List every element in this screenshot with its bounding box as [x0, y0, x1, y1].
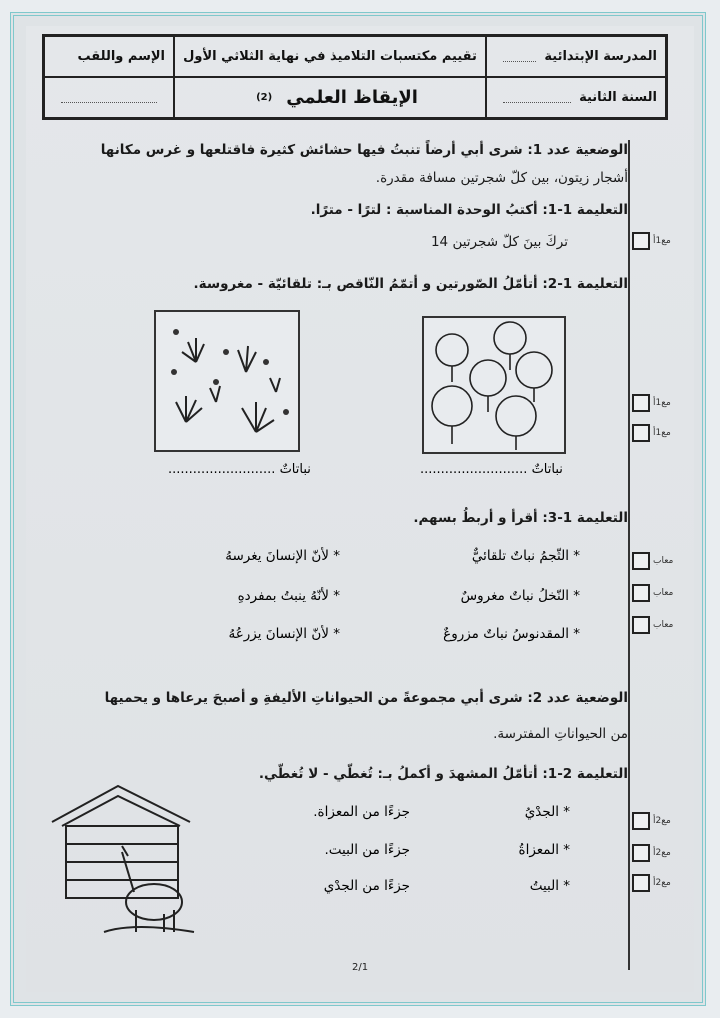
mark-6: معاب: [632, 616, 673, 634]
left-item-1: * الثّجمُ نباتٌ تلقائيٌّ: [471, 548, 580, 564]
mark-2: مع1أ: [632, 394, 671, 412]
task-1-3: التعليمة 1-3: أقرأ و أربطُ بسهم.: [413, 510, 628, 526]
name-label: الإسم واللقب: [77, 49, 165, 64]
task-1-1: التعليمة 1-1: أكتبُ الوحدة المناسبة : لترًا - مترًا.: [310, 202, 628, 218]
margin-line: [628, 140, 630, 970]
mark-checkbox[interactable]: [632, 394, 650, 412]
trees-picture: [422, 316, 566, 454]
task-1-1-answer: تركَ بينَ كلّ شجرتين 14: [430, 234, 568, 250]
grass-picture: [154, 310, 300, 452]
right-item-3: * لأنّ الإنسانَ يزرعُهُ: [228, 626, 340, 642]
subject-number: (2): [256, 92, 273, 103]
mark-9: مع2أ: [632, 874, 671, 892]
situation2-intro2: من الحيواناتِ المفترسة.: [493, 726, 628, 742]
goat-house-picture: [44, 782, 204, 942]
s2-item-2-b: جزءًا من البيت.: [324, 842, 410, 858]
left-item-3: * المقدنوسُ نباتٌ مزروعٌ: [443, 626, 580, 642]
mark-checkbox[interactable]: [632, 844, 650, 862]
subject-title: الإيقاظ العلمي: [286, 87, 418, 108]
left-item-2: * النّخلُ نباتٌ مغروسٌ: [460, 588, 580, 604]
mark-checkbox[interactable]: [632, 424, 650, 442]
exam-header: [42, 34, 668, 120]
mark-checkbox[interactable]: [632, 552, 650, 570]
task-2-1: التعليمة 2-1: أتأمّلُ المشهدَ و أكملُ بـ: تُغطّي - لا تُغطّي.: [258, 766, 628, 782]
page-number: 2/1: [352, 962, 369, 973]
right-item-2: * لأنّهُ ينبتُ بمفردهِ: [237, 588, 340, 604]
task-1-2: التعليمة 1-2: أتأمّلُ الصّورتين و أتمّمُ النّاقص بـ: تلقائيّة - مغروسة.: [193, 276, 628, 292]
mark-7: مع2أ: [632, 812, 671, 830]
mark-checkbox[interactable]: [632, 616, 650, 634]
mark-checkbox[interactable]: [632, 874, 650, 892]
header-school-cell: [485, 37, 665, 117]
mark-4: معاب: [632, 552, 673, 570]
mark-1: مع1أ: [632, 232, 671, 250]
exam-title: تقييم مكتسبات التلاميذ في نهاية الثلاثي الأول: [183, 49, 477, 64]
mark-checkbox[interactable]: [632, 812, 650, 830]
s2-item-2-a: * المعزاةُ: [518, 842, 570, 858]
header-name-cell: [45, 37, 173, 117]
mark-8: مع2أ: [632, 844, 671, 862]
s2-item-3-b: جزءًا من الجدْي: [323, 878, 410, 894]
plants-label-left: نباتاتٌ ..........................: [168, 462, 311, 477]
mark-checkbox[interactable]: [632, 232, 650, 250]
mark-3: مع1أ: [632, 424, 671, 442]
s2-item-3-a: * البيتُ: [529, 878, 570, 894]
header-title-cell: [173, 37, 485, 117]
trees-drawing: [432, 322, 552, 450]
right-item-1: * لأنّ الإنسانَ يغرسهُ: [225, 548, 340, 564]
mark-checkbox[interactable]: [632, 584, 650, 602]
situation2-intro: الوضعية عدد 2: شرى أبي مجموعةً من الحيواناتِ الأليفةِ و أصبحَ يرعاها و يحميها: [104, 690, 628, 706]
situation1-intro2: أشجار زيتون، بين كلّ شجرتين مسافة مقدرة.: [375, 170, 628, 186]
year-label: السنة الثانية: [579, 90, 657, 105]
mark-5: معاب: [632, 584, 673, 602]
situation1-intro: الوضعية عدد 1: شرى أبي أرضاً تنبتُ فيها حشائش كثيرة فاقتلعها و غرس مكانها: [100, 142, 628, 158]
school-label: المدرسة الإبتدائية: [544, 49, 657, 64]
s2-item-1-b: جزءًا من المعزاة.: [313, 804, 410, 820]
s2-item-1-a: * الجدْيُ: [524, 804, 570, 820]
plants-label-right: نباتاتٌ ..........................: [420, 462, 563, 477]
